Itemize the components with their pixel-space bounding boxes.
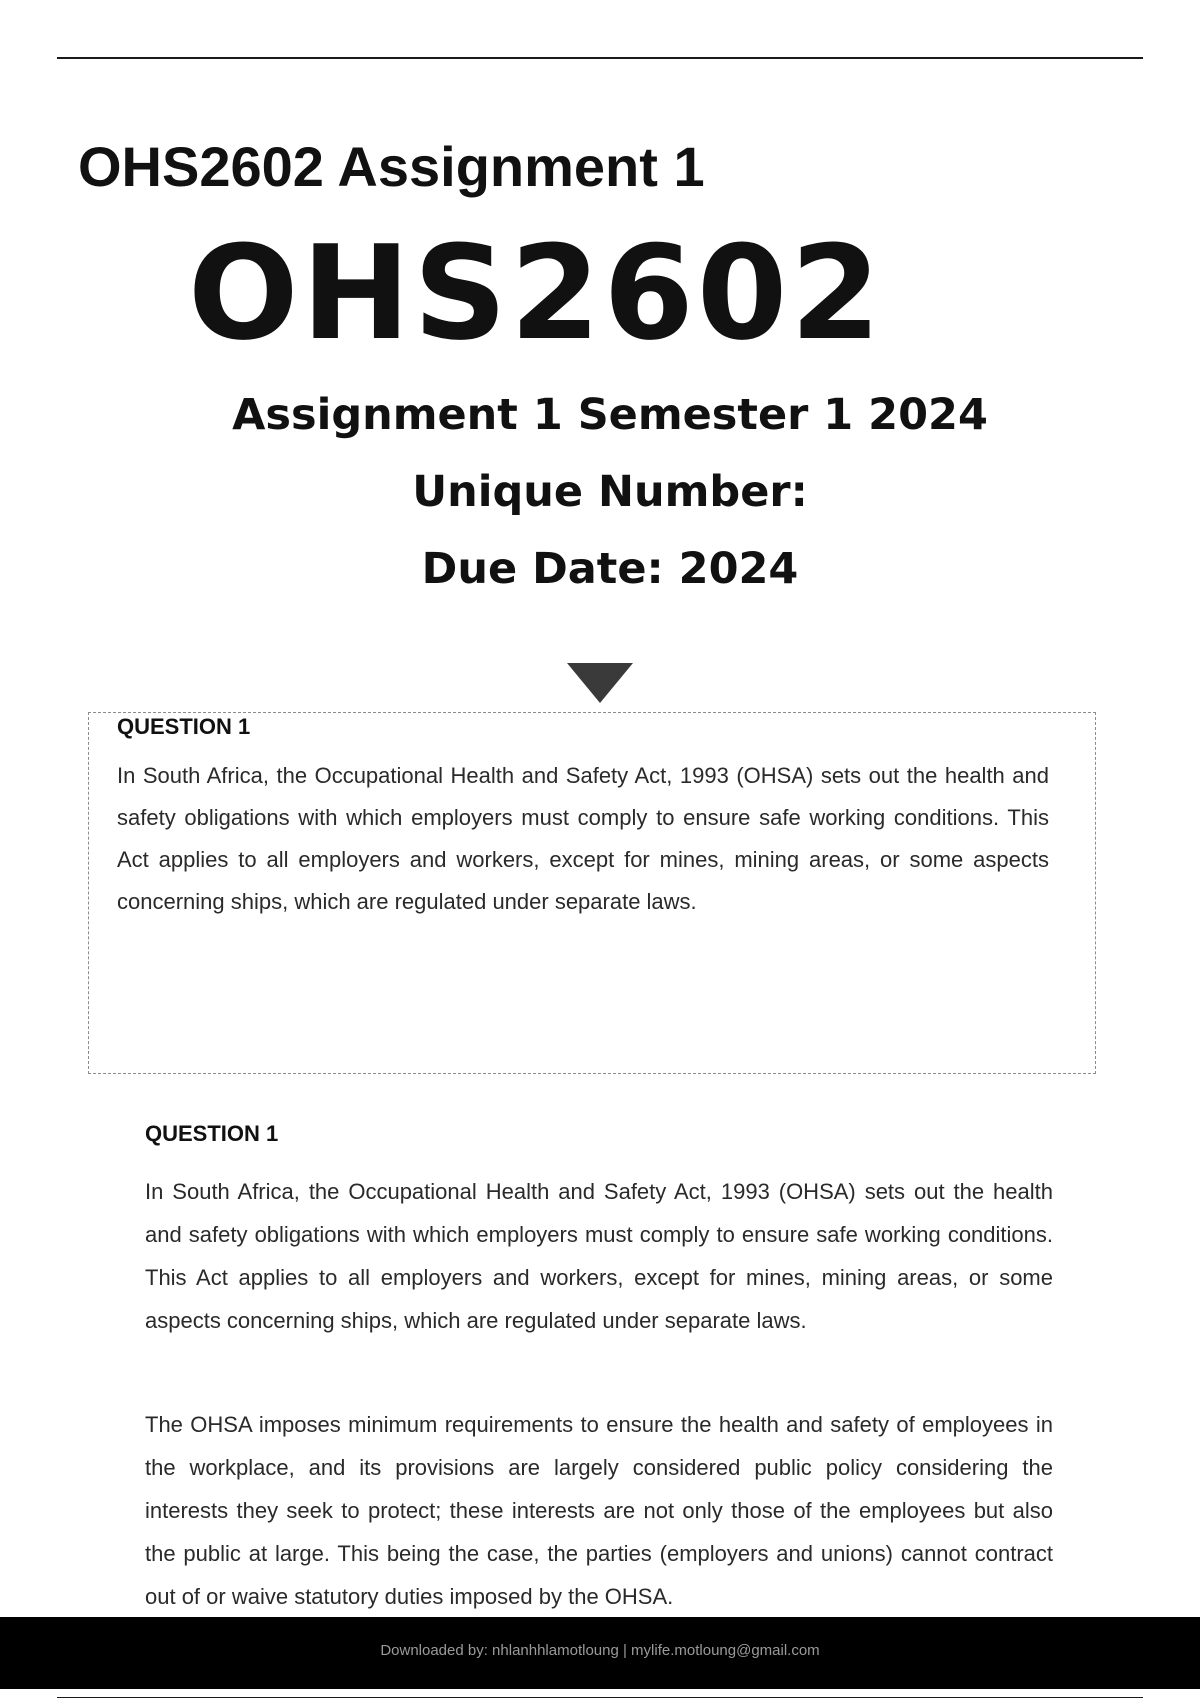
document-title: OHS2602 Assignment 1 [78, 135, 705, 198]
download-footer-bar [0, 1617, 1200, 1689]
question-1-paragraph-2: The OHSA imposes minimum requirements to ensure the health and safety of employees in the workplace, and its provisions are largely considered public policy considering the interests they seek to protect; these interests are not only those of the employees but also the public at large. This being the case, the parties (employers and unions) cannot contract out of or waive statutory duties imposed by the OHSA. [145, 1412, 1053, 1609]
downloaded-by-text: Downloaded by: nhlanhhlamotloung | mylife.motloung@gmail.com [380, 1642, 820, 1659]
preview-question-text: In South Africa, the Occupational Health and Safety Act, 1993 (OHSA) sets out the health and safety obligations with which employers must comply to ensure safe working conditions. This Act applies to all employers and workers, except for mines, mining areas, or some aspects concerning ships, which are regulated under separate laws. [117, 763, 1049, 914]
preview-question-heading: QUESTION 1 [117, 714, 251, 739]
top-divider [57, 57, 1143, 59]
down-arrow-icon [567, 663, 633, 703]
course-code-banner: OHS2602 [188, 217, 884, 369]
unique-number-label: Unique Number: [412, 467, 808, 517]
assignment-subtitle: Assignment 1 Semester 1 2024 [232, 390, 988, 440]
question-1-paragraph-1: In South Africa, the Occupational Health and Safety Act, 1993 (OHSA) sets out the health and safety obligations with which employers must comply to ensure safe working conditions. This Act applies to all employers and workers, except for mines, mining areas, or some aspects concerning ships, which are regulated under separate laws. [145, 1179, 1053, 1333]
bottom-divider [57, 1697, 1143, 1698]
question-1-heading: QUESTION 1 [145, 1121, 279, 1146]
question-preview-box [88, 712, 1096, 1074]
due-date-label: Due Date: 2024 [421, 544, 799, 594]
